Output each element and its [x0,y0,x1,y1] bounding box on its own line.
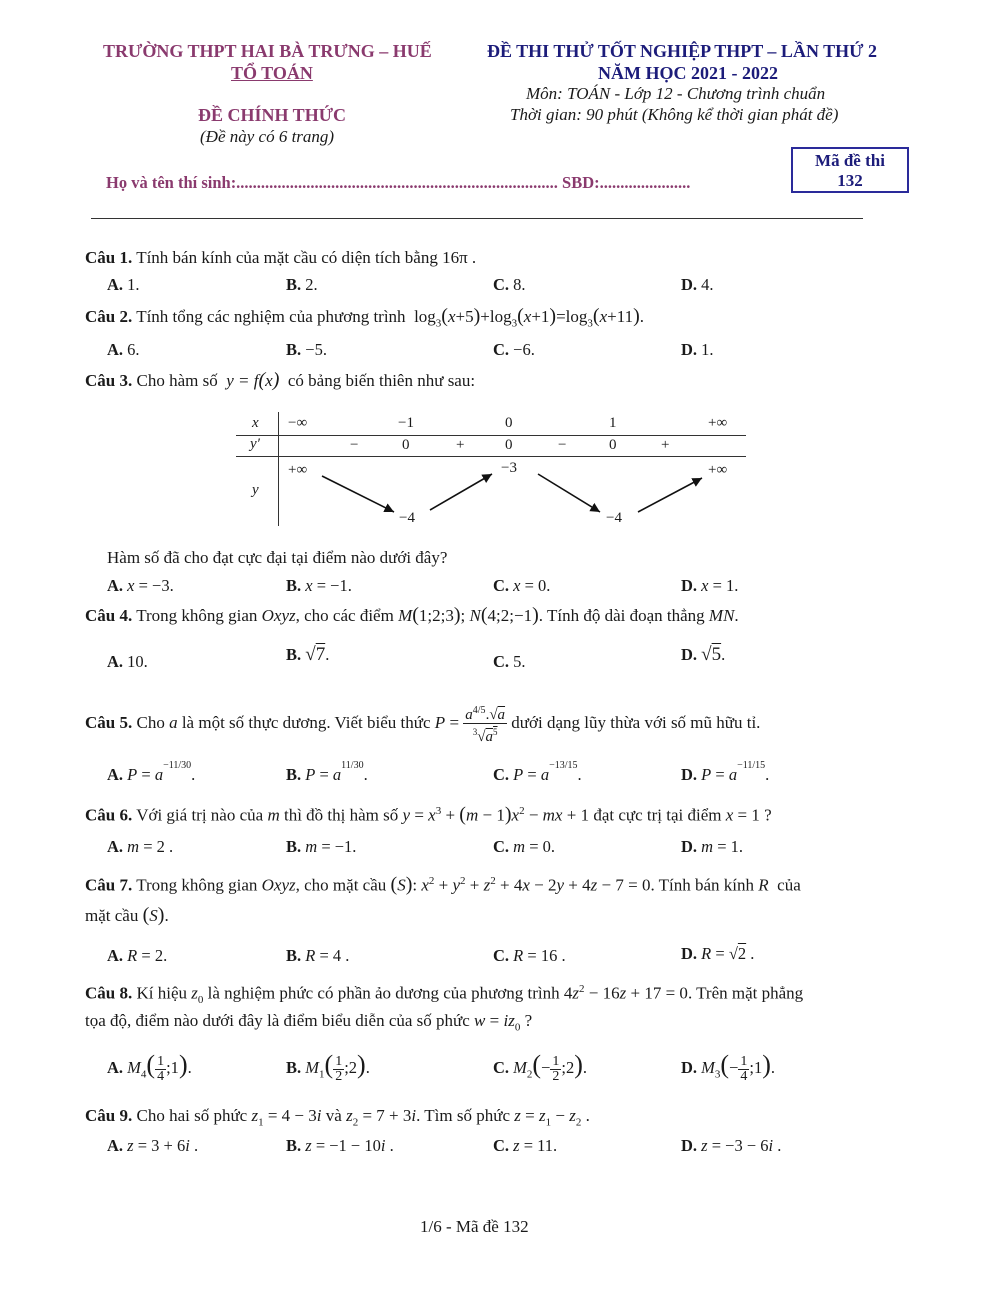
q4-option-d: D. √5. [681,644,726,665]
q3-function: y = f(x) [226,369,280,391]
q1-option-d: D. 4. [681,275,714,294]
yp-sign-5: − [558,437,567,453]
exam-code-label: Mã đề thi [815,151,885,170]
x-value-4: 1 [609,415,617,431]
question-8-line-2: tọa độ, điểm nào dưới đây là điểm biểu diễn của số phức $w = iz_0$ ? [85,1011,533,1034]
y-value-5: +∞ [708,462,728,478]
question-7-line-2: mặt cầu (S). [85,904,169,926]
question-2: Câu 2. Tính tổng các nghiệm của phương trình $\log_3(x+5)+\log_3(x+1)=\log_3(x+11)$. [85,305,644,330]
y-value-1: +∞ [288,462,308,478]
school-year: NĂM HỌC 2021 - 2022 [598,63,778,83]
q9-option-a: A. z = 3 + 6i . [107,1136,199,1155]
q2-option-d: D. 1. [681,340,714,359]
question-8: Câu 8. Kí hiệu $z_0$ là nghiệm phức có phần ảo dương của phương trình $4z^2 - 16z + 17 = 0$. Trên mặt phẳng [85,983,804,1007]
school-name: TRƯỜNG THPT HAI BÀ TRƯNG – HUẾ [103,41,432,61]
question-9: Câu 9. Cho hai số phức $z_1 = 4 - 3i$ và $z_2 = 7 + 3i$. Tìm số phức $z = z_1 - z_2$ . [85,1106,590,1129]
y-label: y [252,482,259,498]
yp-sign-7: + [661,437,670,453]
q2-option-c: C. −6. [493,340,535,359]
yp-sign-2: 0 [402,437,410,453]
q3-option-b: B. x = −1. [286,576,352,595]
q2-equation: $\log_3(x+5)+\log_3(x+1)=\log_3(x+11)$. [409,305,644,330]
x-value-5: +∞ [708,415,728,431]
q3-question: Hàm số đã cho đạt cực đại tại điểm nào dưới đây? [107,548,448,567]
q5-option-b: B. $P = a^{11/30}$. [286,759,368,784]
candidate-line: Họ và tên thí sinh:.............................................................................. SBD:...................... [106,173,691,192]
q3-option-d: D. x = 1. [681,576,739,595]
q4-option-c: C. 5. [493,652,526,671]
q6-option-c: C. m = 0. [493,837,556,856]
question-3: Câu 3. Cho hàm số y = f(x) có bảng biến thiên như sau: [85,369,476,391]
question-7: Câu 7. Trong không gian Oxyz, cho mặt cầu (S): $x^2 + y^2 + z^2 + 4x - 2y + 4z - 7 = 0$. Tính bán kính R của [85,873,801,896]
q7-option-c: C. R = 16 . [493,946,566,965]
q8-option-b: B. $M_1$( $\frac{1}{2}$ ;2). [286,1050,370,1084]
duration-line: Thời gian: 90 phút (Không kể thời gian phát đề) [510,105,839,124]
arrow-increase-2 [638,478,702,512]
y-value-3: −3 [501,460,517,476]
q9-option-c: C. z = 11. [493,1136,558,1155]
question-6: Câu 6. Với giá trị nào của m thì đồ thị hàm số $y = x^3 + (m - 1)x^2$ − mx + 1 đạt cực trị tại điểm x = 1 ? [85,803,772,826]
question-1 [85,247,476,269]
q1-label: Câu 1. [85,248,133,267]
yp-sign-6: 0 [609,437,617,453]
pages-note: (Đề này có 6 trang) [200,127,335,146]
q3-option-a: A. x = −3. [107,576,174,595]
yprime-label: y′ [250,436,260,452]
q8-option-a: A. $M_4$( $\frac{1}{4}$ ;1). [107,1050,192,1084]
arrow-decrease-2 [538,474,600,512]
q1-option-a: A. 1. [107,275,140,294]
exam-code-box [791,147,909,193]
arrow-increase-1 [430,474,492,510]
official-label: ĐỀ CHÍNH THỨC [198,105,347,125]
yp-sign-3: + [456,437,465,453]
page-footer: 1/6 - Mã đề 132 [420,1217,529,1236]
q6-option-d: D. m = 1. [681,837,744,856]
q1-text: Tính bán kính của mặt cầu có diện tích bằng 16π . [136,248,477,267]
q7-option-d: D. R = √2 . [681,944,755,963]
q5-option-d: D. $P = a^{-11/15}$. [681,759,770,784]
variation-arrows [236,410,746,528]
x-label: x [252,415,259,431]
q7-option-b: B. R = 4 . [286,946,350,965]
x-value-2: −1 [398,415,414,431]
arrow-decrease-1 [322,476,394,512]
y-value-4: −4 [606,510,622,526]
q5-expression: P = $\frac{a^{4/5}.√a}{^3√a^5}$ [434,705,506,745]
x-value-1: −∞ [288,415,308,431]
x-value-3: 0 [505,415,513,431]
q4-option-b: B. √7. [286,644,330,665]
yp-sign-1: − [350,437,359,453]
variation-table [236,410,746,528]
q9-option-d: D. z = −3 − 6i . [681,1136,782,1155]
q5-option-a: A. $P = a^{-11/30}$. [107,759,196,784]
header-divider [91,218,863,219]
exam-title: ĐỀ THI THỬ TỐT NGHIỆP THPT – LẦN THỨ 2 [487,41,877,61]
q2-option-b: B. −5. [286,340,327,359]
exam-code-value: 132 [837,171,863,190]
q1-option-c: C. 8. [493,275,526,294]
q6-option-a: A. m = 2 . [107,837,174,856]
department-name: TỔ TOÁN [231,63,313,83]
q7-option-a: A. R = 2. [107,946,168,965]
question-5: Câu 5. Cho a là một số thực dương. Viết biểu thức P = $\frac{a^{4/5}.√a}{^3√a^5}$ dưới dạng lũy thừa với số mũ hữu tỉ. [85,705,761,745]
q2-option-a: A. 6. [107,340,140,359]
y-value-2: −4 [399,510,415,526]
q8-option-d: D. $M_3(-$ $\frac{1}{4}$ ;1). [681,1050,776,1084]
q4-option-a: A. 10. [107,652,148,671]
q6-option-b: B. m = −1. [286,837,357,856]
subject-line: Môn: TOÁN - Lớp 12 - Chương trình chuẩn [526,84,826,103]
question-4: Câu 4. Trong không gian Oxyz, cho các điểm M(1;2;3); N(4;2;−1). Tính độ dài đoạn thẳng MN. [85,604,739,626]
q1-option-b: B. 2. [286,275,318,294]
q5-option-c: C. $P = a^{-13/15}$. [493,759,582,784]
yp-sign-4: 0 [505,437,513,453]
q8-option-c: C. $M_2(-$ $\frac{1}{2}$ ;2). [493,1050,588,1084]
q9-option-b: B. z = −1 − 10i . [286,1136,394,1155]
q3-option-c: C. x = 0. [493,576,551,595]
